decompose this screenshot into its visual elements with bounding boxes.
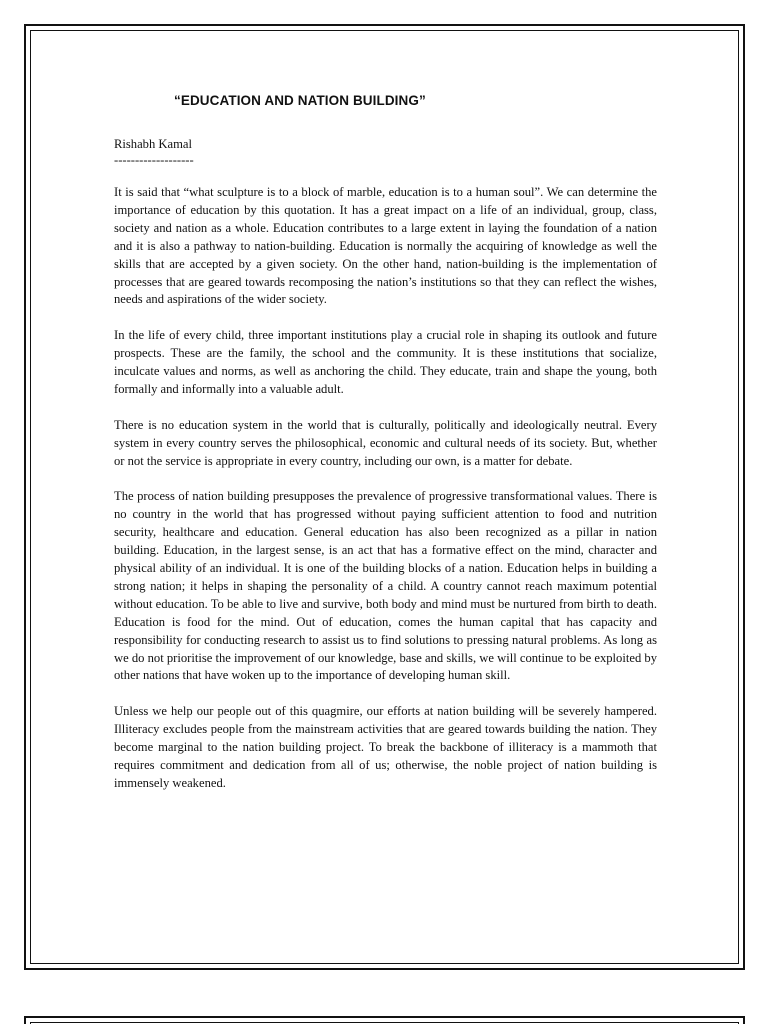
- paragraph-1: It is said that “what sculpture is to a block of marble, education is to a human soul”. We can determine the importance of education by this quotation. It has a great impact on a life of an individual, group, class, society and nation as a whole. Education contributes to a large extent in laying the foundation of a nation and it is also a pathway to nation-building. Education is normally the acquiring of knowledge as well the skills that are accepted by a given society. On the other hand, nation-building is the implementation of processes that are geared towards recomposing the nation’s institutions so that they can reflect the wishes, needs and aspirations of the wider society.: [114, 185, 657, 307]
- next-page-frame: [24, 1016, 745, 1024]
- document-body: [114, 184, 657, 811]
- paragraph-2: In the life of every child, three important institutions play a crucial role in shaping its outlook and future prospects. These are the family, the school and the community. It is these institutions that socialize, inculcate values and norms, as well as anchoring the child. They educate, train and shape the young, both formally and informally into a valuable adult.: [114, 328, 657, 396]
- author-name: Rishabh Kamal: [114, 137, 192, 151]
- paragraph-5: Unless we help our people out of this quagmire, our efforts at nation building will be severely hampered. Illiteracy excludes people from the mainstream activities that are geared towards building the nation. They become marginal to the nation building project. To break the backbone of illiteracy is a mammoth that requires commitment and dedication from all of us; otherwise, the noble project of nation building is immensely weakened.: [114, 704, 657, 790]
- document-title: “EDUCATION AND NATION BUILDING”: [174, 93, 426, 108]
- paragraph-3: There is no education system in the world that is culturally, politically and ideologically neutral. Every system in every country serves the philosophical, economic and cultural needs of its society. But, whether or not the service is appropriate in every country, including our own, is a matter for debate.: [114, 417, 657, 468]
- paragraph-4: The process of nation building presupposes the prevalence of progressive transformational values. There is no country in the world that has progressed without paying sufficient attention to food and nutrition security, healthcare and education. General education has also been recognized as a pillar in nation building. Education, in the largest sense, is an act that has a formative effect on the mind, character and physical ability of an individual. It is one of the building blocks of a nation. Education helps in building a strong nation; it helps in shaping the personality of a child. A country cannot reach maximum potential without education. To be able to live and survive, both body and mind must be nurtured from birth to death. Education is food for the mind. Out of education, comes the human capital that has capacity and responsibility for conducting research to assist us to find solutions to pressing natural problems. As long as we do not prioritise the improvement of our knowledge, base and skills, we will continue to be exploited by other nations that have woken up to the importance of developing human skill.: [114, 489, 657, 683]
- author-rule: -------------------: [114, 153, 194, 167]
